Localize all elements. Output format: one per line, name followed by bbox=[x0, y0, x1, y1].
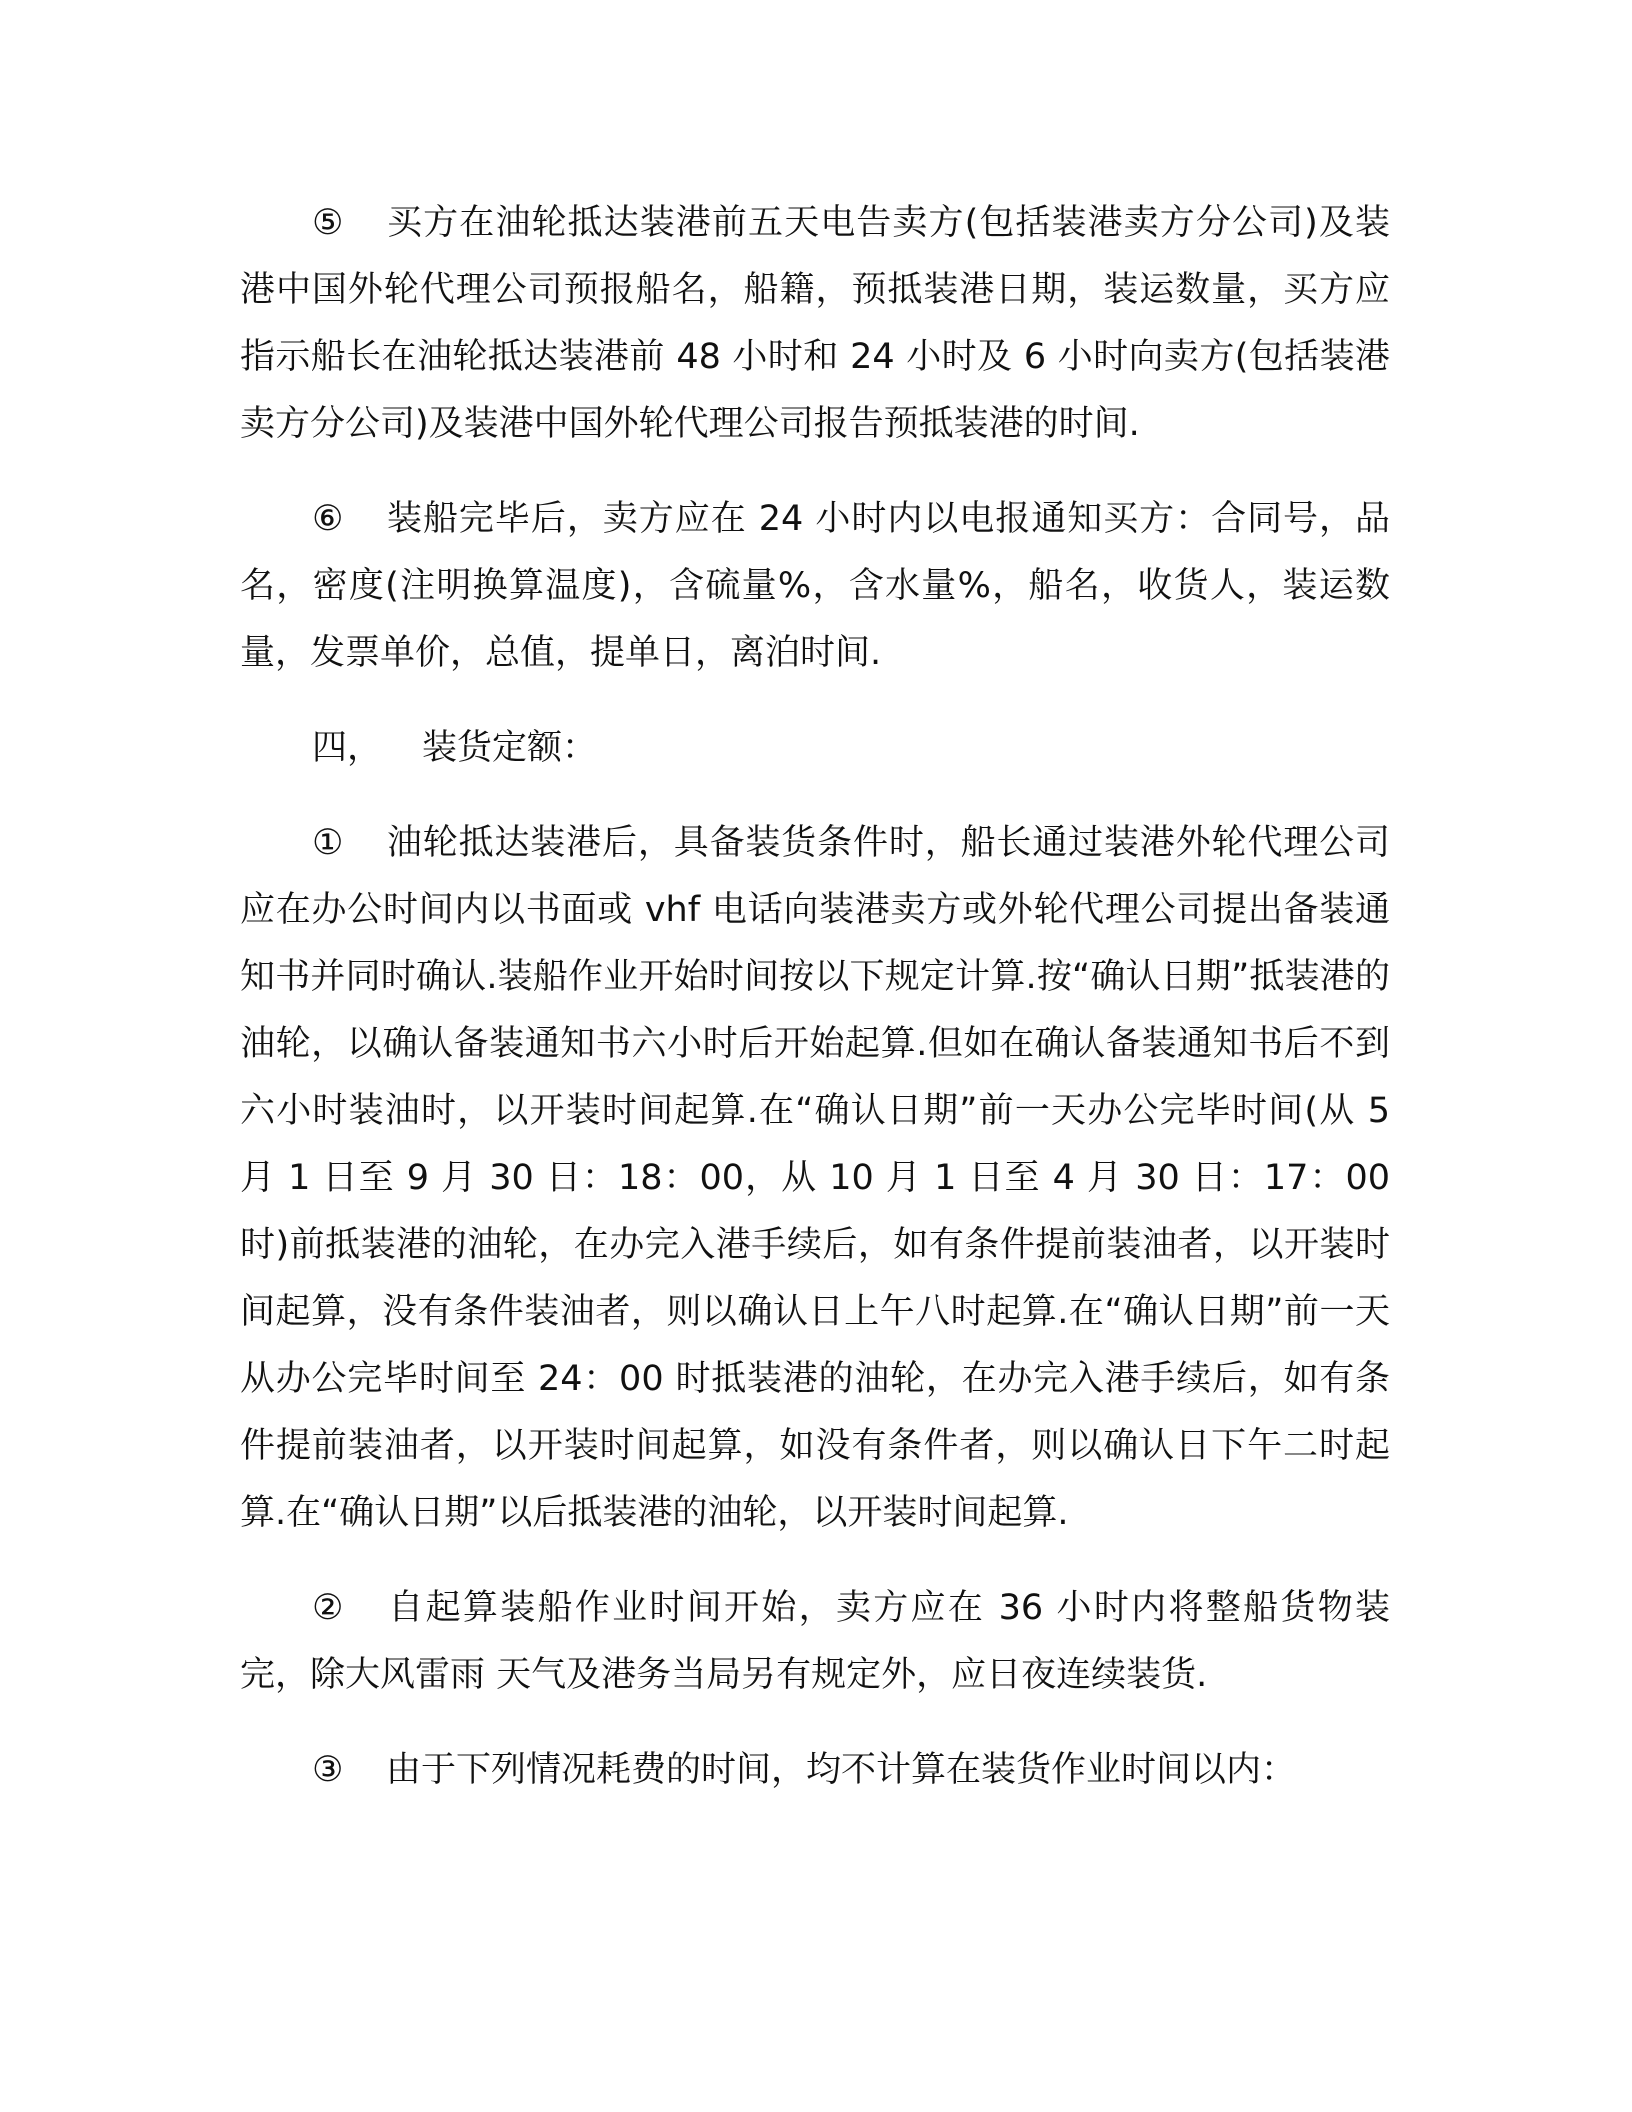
paragraph-item-5 bbox=[240, 190, 1390, 458]
paragraph-text: 装船完毕后，卖方应在 24 小时内以电报通知买方：合同号，品名，密度(注明换算温度)，含硫量%，含水量%，船名，收货人，装运数量，发票单价，总值，提单日，离泊时间. bbox=[240, 499, 1390, 673]
document-page bbox=[240, 190, 1390, 1804]
paragraph-item-2 bbox=[240, 1575, 1390, 1709]
paragraph-marker: ⑥ bbox=[312, 499, 344, 539]
paragraph-item-3 bbox=[240, 1737, 1390, 1804]
paragraph-marker: ② bbox=[312, 1588, 344, 1628]
paragraph-marker: ③ bbox=[312, 1750, 344, 1790]
paragraph-text: 自起算装船作业时间开始，卖方应在 36 小时内将整船货物装完，除大风雷雨 天气及港务当局另有规定外，应日夜连续装货. bbox=[240, 1588, 1390, 1695]
section-number: 四， bbox=[312, 728, 383, 768]
paragraph-marker: ⑤ bbox=[312, 203, 344, 243]
paragraph-item-6 bbox=[240, 486, 1390, 687]
section-title: 装货定额： bbox=[422, 728, 598, 768]
section-heading-4 bbox=[240, 715, 1390, 782]
paragraph-text: 由于下列情况耗费的时间，均不计算在装货作业时间以内： bbox=[386, 1750, 1297, 1790]
paragraph-text: 买方在油轮抵达装港前五天电告卖方(包括装港卖方分公司)及装港中国外轮代理公司预报船名，船籍，预抵装港日期，装运数量，买方应指示船长在油轮抵达装港前 48 小时和 24 小时及 6 小时向卖方(包括装港卖方分公司)及装港中国外轮代理公司报告预抵装港的时间. bbox=[240, 203, 1390, 444]
paragraph-text: 油轮抵达装港后，具备装货条件时，船长通过装港外轮代理公司应在办公时间内以书面或 vhf 电话向装港卖方或外轮代理公司提出备装通知书并同时确认.装船作业开始时间按以下规定计算.按“确认日期”抵装港的油轮，以确认备装通知书六小时后开始起算.但如在确认备装通知书后不到六小时装油时，以开装时间起算.在“确认日期”前一天办公完毕时间(从 5 月 1 日至 9 月 30 日：18：00，从 10 月 1 日至 4 月 30 日：17：00 时)前抵装港的油轮，在办完入港手续后，如有条件提前装油者，以开装时间起算，没有条件装油者，则以确认日上午八时起算.在“确认日期”前一天从办公完毕时间至 24：00 时抵装港的油轮，在办完入港手续后，如有条件提前装油者，以开装时间起算，如没有条件者，则以确认日下午二时起算.在“确认日期”以后抵装港的油轮，以开装时间起算. bbox=[240, 823, 1390, 1533]
paragraph-marker: ① bbox=[312, 823, 344, 863]
paragraph-item-1 bbox=[240, 810, 1390, 1547]
